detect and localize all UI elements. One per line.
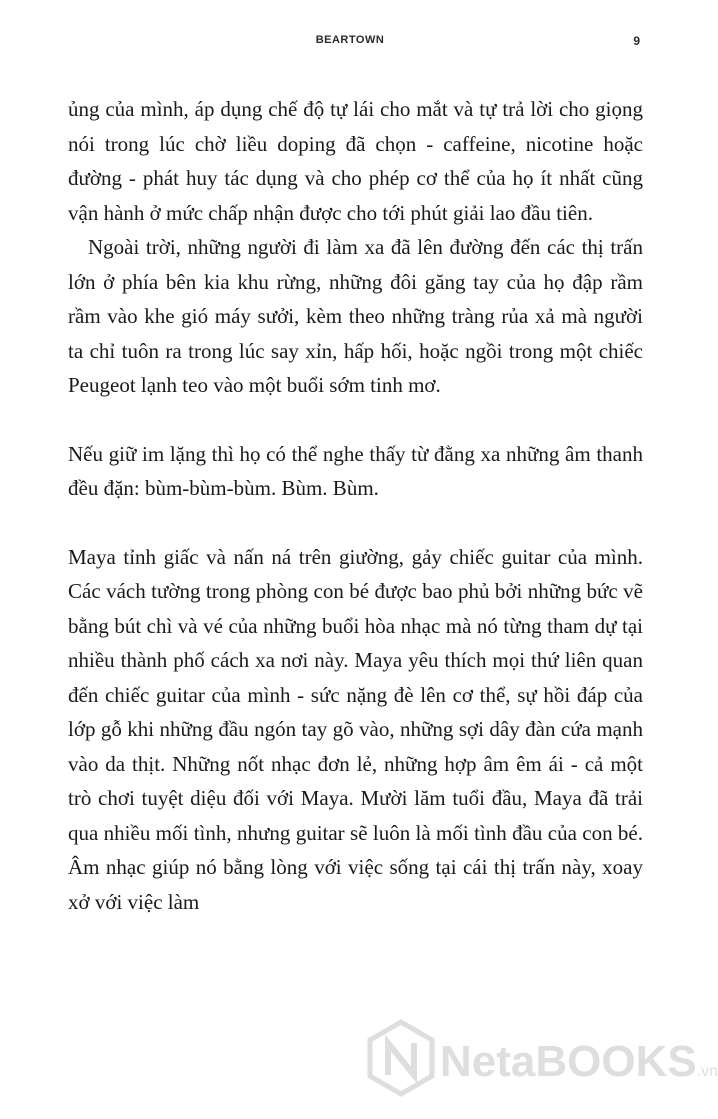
paragraph-4: Maya tỉnh giấc và nấn ná trên giường, gảy chiếc guitar của mình. Các vách tường trong phòng con bé được bao phủ bởi những bức vẽ bằng bút chì và vé của những buổi hòa nhạc mà nó từng tham dự tại nhiều thành phố cách xa nơi này. Maya yêu thích mọi thứ liên quan đến chiếc guitar của mình - sức nặng đè lên cơ thể, sự hồi đáp của lớp gỗ khi những đầu ngón tay gõ vào, những sợi dây đàn cứa mạnh vào da thịt. Những nốt nhạc đơn lẻ, những hợp âm êm ái - cả một trò chơi tuyệt diệu đối với Maya. Mười lăm tuổi đầu, Maya đã trải qua nhiều mối tình, nhưng guitar sẽ luôn là mối tình đầu của con bé. Âm nhạc giúp nó bằng lòng với việc sống tại cái thị trấn này, xoay xở với việc làm: [68, 544, 643, 914]
paragraph-1: ủng của mình, áp dụng chế độ tự lái cho mắt và tự trả lời cho giọng nói trong lúc chờ liều doping đã chọn - caffeine, nicotine hoặc đường - phát huy tác dụng và cho phép cơ thể của họ ít nhất cũng vận hành ở mức chấp nhận được cho tới phút giải lao đầu tiên.: [68, 97, 643, 225]
page-number: 9: [633, 34, 640, 48]
body-text: [68, 92, 643, 919]
watermark-brand: NetaBOOKS: [440, 1037, 697, 1086]
paragraph-3: Nếu giữ im lặng thì họ có thể nghe thấy từ đằng xa những âm thanh đều đặn: bùm-bùm-bùm. Bùm. Bùm.: [68, 441, 643, 500]
watermark: [366, 1015, 718, 1101]
paragraph-2: Ngoài trời, những người đi làm xa đã lên đường đến các thị trấn lớn ở phía bên kia khu rừng, những đôi găng tay của họ đập rầm rầm vào khe gió máy sưởi, kèm theo những tràng rủa xả mà người ta chỉ tuôn ra trong lúc say xỉn, hấp hối, hoặc ngồi trong một chiếc Peugeot lạnh teo vào một buổi sớm tinh mơ.: [68, 235, 643, 397]
netabooks-logo-icon: [366, 1019, 436, 1097]
book-title: BEARTOWN: [315, 34, 385, 46]
running-header: [0, 34, 700, 54]
watermark-tld: .vn: [696, 1063, 718, 1080]
watermark-text: [440, 1037, 718, 1087]
